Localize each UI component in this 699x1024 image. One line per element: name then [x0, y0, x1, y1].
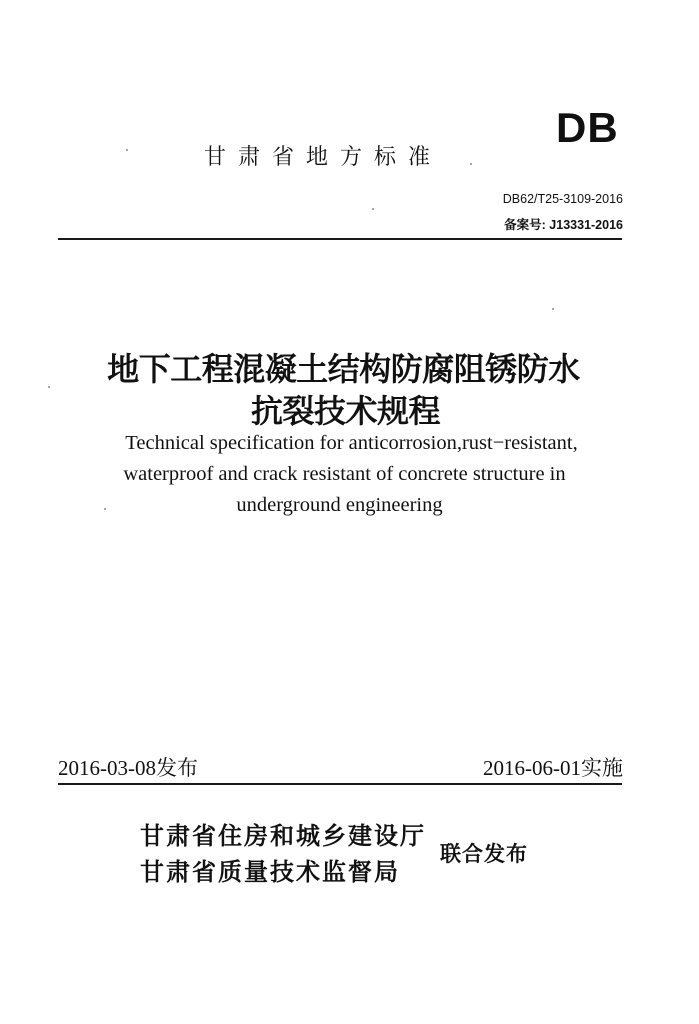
scan-speck	[104, 508, 106, 510]
implementation-date: 2016-06-01实施	[483, 756, 623, 780]
title-cn-line2: 抗裂技术规程	[250, 392, 440, 430]
title-en-line3: underground engineering	[236, 494, 443, 516]
bottom-divider	[58, 783, 622, 785]
issue-date: 2016-03-08发布	[58, 756, 198, 780]
db-mark: DB	[556, 104, 619, 151]
issuer-quality-bureau: 甘肃省质量技术监督局	[140, 858, 400, 886]
top-divider	[58, 238, 622, 240]
scan-speck	[552, 308, 554, 310]
title-cn-line1: 地下工程混凝土结构防腐阻锈防水	[107, 350, 580, 388]
issuer-housing-dept: 甘肃省住房和城乡建设厅	[140, 822, 426, 850]
joint-issue-label: 联合发布	[440, 842, 528, 866]
scan-speck	[372, 208, 374, 210]
scan-speck	[48, 386, 50, 388]
standard-code: DB62/T25-3109-2016	[502, 192, 623, 206]
record-number: 备案号: J13331-2016	[504, 218, 623, 232]
standard-level: 甘肃省地方标准	[204, 145, 443, 170]
title-en-line1: Technical specification for anticorrosion,rust−resistant,	[125, 432, 578, 454]
scan-speck	[126, 149, 128, 151]
title-en-line2: waterproof and crack resistant of concrete structure in	[123, 463, 566, 485]
scan-speck	[470, 163, 472, 165]
